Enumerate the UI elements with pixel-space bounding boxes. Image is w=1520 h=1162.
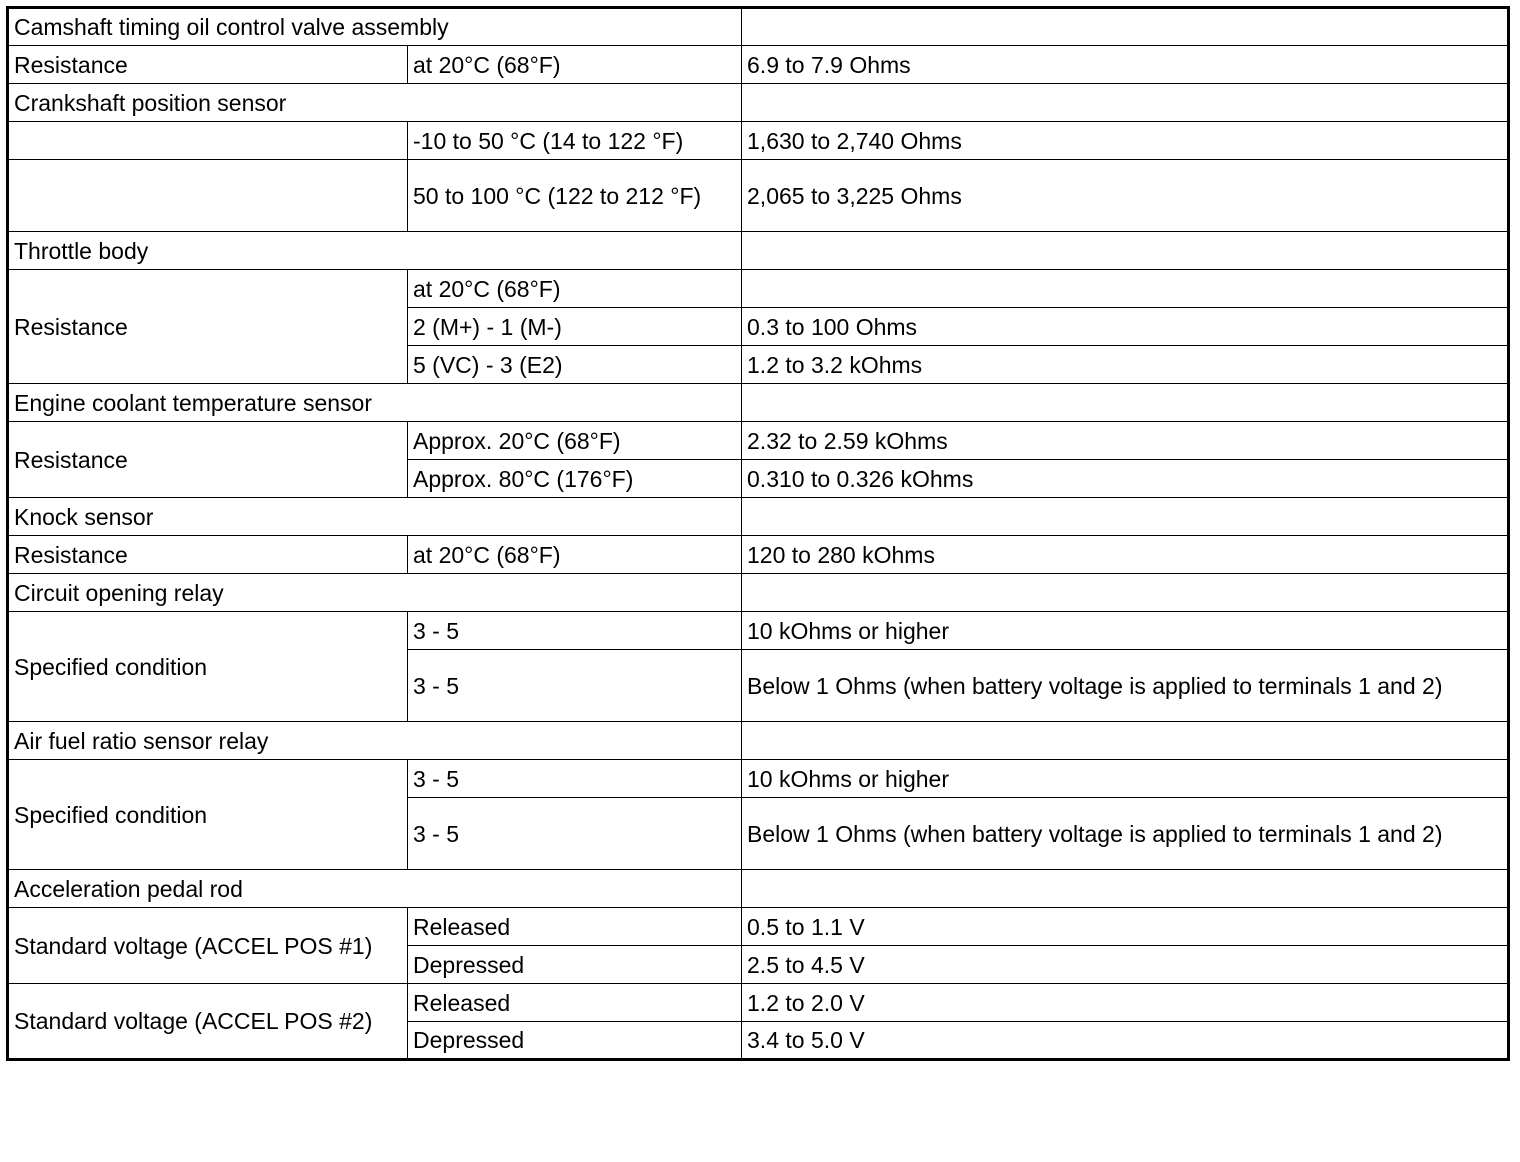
empty-cell xyxy=(742,870,1509,908)
item-cell: Resistance xyxy=(8,422,408,498)
value-cell: Below 1 Ohms (when battery voltage is applied to terminals 1 and 2) xyxy=(742,798,1509,870)
section-row xyxy=(8,84,1509,122)
value-cell: 1.2 to 3.2 kOhms xyxy=(742,346,1509,384)
table-row xyxy=(8,536,1509,574)
condition-cell: at 20°C (68°F) xyxy=(408,536,742,574)
section-row xyxy=(8,870,1509,908)
table-row xyxy=(8,160,1509,232)
table-row xyxy=(8,270,1509,308)
item-cell: Specified condition xyxy=(8,760,408,870)
section-row xyxy=(8,232,1509,270)
table-row xyxy=(8,422,1509,460)
table-row xyxy=(8,760,1509,798)
condition-cell: 5 (VC) - 3 (E2) xyxy=(408,346,742,384)
item-cell: Standard voltage (ACCEL POS #2) xyxy=(8,984,408,1060)
item-cell xyxy=(8,122,408,160)
value-cell: 6.9 to 7.9 Ohms xyxy=(742,46,1509,84)
condition-cell: 3 - 5 xyxy=(408,650,742,722)
empty-cell xyxy=(742,498,1509,536)
value-cell: 0.310 to 0.326 kOhms xyxy=(742,460,1509,498)
condition-cell: -10 to 50 °C (14 to 122 °F) xyxy=(408,122,742,160)
empty-cell xyxy=(742,84,1509,122)
value-cell: 1,630 to 2,740 Ohms xyxy=(742,122,1509,160)
condition-cell: Approx. 80°C (176°F) xyxy=(408,460,742,498)
value-cell: 10 kOhms or higher xyxy=(742,612,1509,650)
section-heading: Crankshaft position sensor xyxy=(8,84,742,122)
value-cell: 1.2 to 2.0 V xyxy=(742,984,1509,1022)
section-row xyxy=(8,384,1509,422)
empty-cell xyxy=(742,384,1509,422)
item-cell: Resistance xyxy=(8,46,408,84)
table-row xyxy=(8,612,1509,650)
empty-cell xyxy=(742,232,1509,270)
condition-cell: Depressed xyxy=(408,946,742,984)
value-cell: 2.32 to 2.59 kOhms xyxy=(742,422,1509,460)
section-row xyxy=(8,574,1509,612)
value-cell: Below 1 Ohms (when battery voltage is applied to terminals 1 and 2) xyxy=(742,650,1509,722)
value-cell: 2,065 to 3,225 Ohms xyxy=(742,160,1509,232)
condition-cell: 3 - 5 xyxy=(408,760,742,798)
empty-cell xyxy=(742,722,1509,760)
empty-cell xyxy=(742,8,1509,46)
item-cell: Resistance xyxy=(8,536,408,574)
specification-table xyxy=(6,6,1510,1061)
value-cell: 120 to 280 kOhms xyxy=(742,536,1509,574)
condition-cell: at 20°C (68°F) xyxy=(408,46,742,84)
section-heading: Knock sensor xyxy=(8,498,742,536)
condition-cell: Depressed xyxy=(408,1022,742,1060)
table-row xyxy=(8,122,1509,160)
table-row xyxy=(8,46,1509,84)
condition-cell: 3 - 5 xyxy=(408,798,742,870)
table-row xyxy=(8,908,1509,946)
section-heading: Throttle body xyxy=(8,232,742,270)
value-cell: 10 kOhms or higher xyxy=(742,760,1509,798)
value-cell: 3.4 to 5.0 V xyxy=(742,1022,1509,1060)
item-cell: Specified condition xyxy=(8,612,408,722)
section-heading: Acceleration pedal rod xyxy=(8,870,742,908)
section-heading: Air fuel ratio sensor relay xyxy=(8,722,742,760)
condition-cell: Released xyxy=(408,984,742,1022)
section-row xyxy=(8,722,1509,760)
section-heading: Engine coolant temperature sensor xyxy=(8,384,742,422)
condition-cell: Approx. 20°C (68°F) xyxy=(408,422,742,460)
section-row xyxy=(8,8,1509,46)
condition-cell: 50 to 100 °C (122 to 212 °F) xyxy=(408,160,742,232)
value-cell xyxy=(742,270,1509,308)
item-cell: Standard voltage (ACCEL POS #1) xyxy=(8,908,408,984)
empty-cell xyxy=(742,574,1509,612)
value-cell: 2.5 to 4.5 V xyxy=(742,946,1509,984)
condition-cell: 3 - 5 xyxy=(408,612,742,650)
value-cell: 0.3 to 100 Ohms xyxy=(742,308,1509,346)
item-cell xyxy=(8,160,408,232)
section-heading: Circuit opening relay xyxy=(8,574,742,612)
condition-cell: at 20°C (68°F) xyxy=(408,270,742,308)
condition-cell: 2 (M+) - 1 (M-) xyxy=(408,308,742,346)
item-cell: Resistance xyxy=(8,270,408,384)
condition-cell: Released xyxy=(408,908,742,946)
section-heading: Camshaft timing oil control valve assembly xyxy=(8,8,742,46)
section-row xyxy=(8,498,1509,536)
value-cell: 0.5 to 1.1 V xyxy=(742,908,1509,946)
table-row xyxy=(8,984,1509,1022)
